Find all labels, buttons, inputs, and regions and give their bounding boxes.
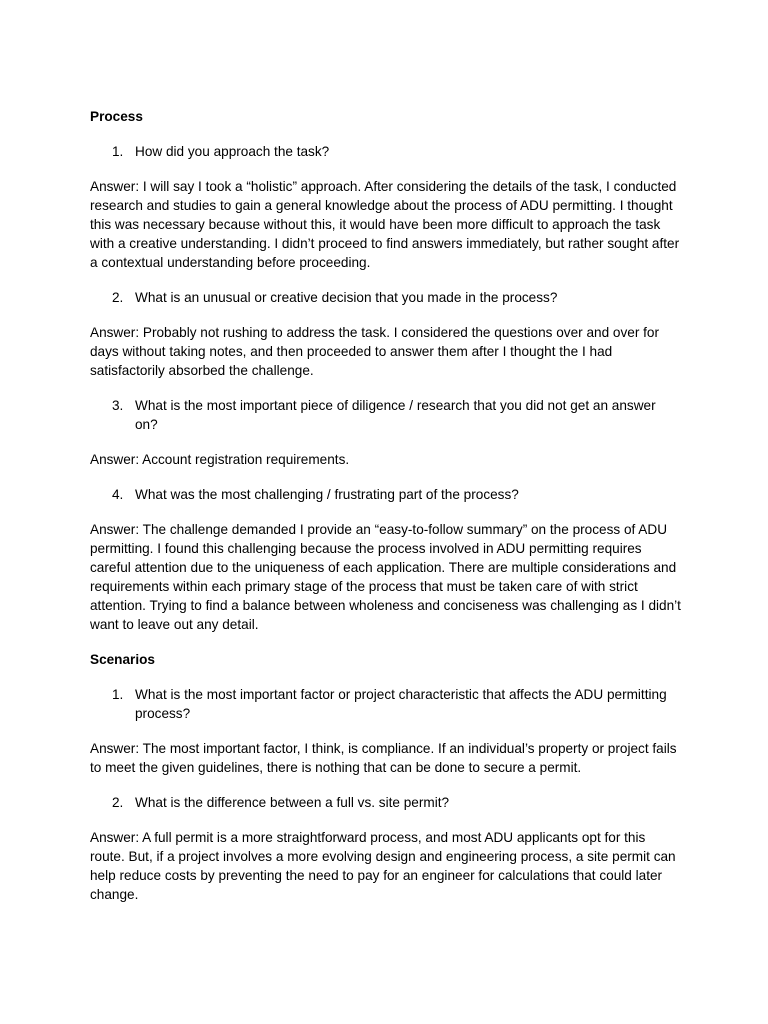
question-item <box>90 793 682 812</box>
question-item <box>90 685 682 723</box>
question-item <box>90 396 682 434</box>
section-heading: Scenarios <box>90 652 155 667</box>
question-number: 1. <box>112 144 124 159</box>
question-number: 3. <box>112 398 124 413</box>
question-item <box>90 288 682 307</box>
document-page <box>90 107 682 920</box>
answer-text: Answer: A full permit is a more straightforward process, and most ADU applicants opt for this route. But, if a project involves a more evolving design and engineering process, a site permit can help reduce costs by preventing the need to pay for an engineer for calculations that could later change. <box>90 830 676 902</box>
question-text: What is the most important piece of diligence / research that you did not get an answer on? <box>135 398 656 432</box>
question-item <box>90 142 682 161</box>
question-text: What is the most important factor or project characteristic that affects the ADU permitting process? <box>135 687 667 721</box>
question-item <box>90 485 682 504</box>
answer-text: Answer: Probably not rushing to address the task. I considered the questions over and over for days without taking notes, and then proceeded to answer them after I thought the I had satisfactorily absorbed the challenge. <box>90 325 659 378</box>
answer-text: Answer: The most important factor, I think, is compliance. If an individual’s property or project fails to meet the given guidelines, there is nothing that can be done to secure a permit. <box>90 741 677 775</box>
question-text: What was the most challenging / frustrating part of the process? <box>135 487 519 502</box>
question-text: What is the difference between a full vs. site permit? <box>135 795 450 810</box>
question-text: How did you approach the task? <box>135 144 330 159</box>
answer-text: Answer: I will say I took a “holistic” approach. After considering the details of the task, I conducted research and studies to gain a general knowledge about the process of ADU permitting. I thought this was necessary because without this, it would have been more difficult to approach the task with a creative understanding. I didn’t proceed to find answers immediately, but rather sought after a contextual understanding before proceeding. <box>90 179 680 270</box>
question-number: 2. <box>112 795 124 810</box>
question-number: 1. <box>112 687 124 702</box>
question-text: What is an unusual or creative decision that you made in the process? <box>135 290 558 305</box>
section-scenarios <box>90 650 682 904</box>
section-process <box>90 107 682 634</box>
answer-text: Answer: Account registration requirements. <box>90 452 350 467</box>
answer-text: Answer: The challenge demanded I provide an “easy-to-follow summary” on the process of ADU permitting. I found this challenging because the process involved in ADU permitting requires careful attention due to the uniqueness of each application. There are multiple considerations and requirements within each primary stage of the process that must be taken care of with strict attention. Trying to find a balance between wholeness and conciseness was challenging as I didn’t want to leave out any detail. <box>90 522 681 632</box>
question-number: 4. <box>112 487 124 502</box>
section-heading: Process <box>90 109 143 124</box>
question-number: 2. <box>112 290 124 305</box>
